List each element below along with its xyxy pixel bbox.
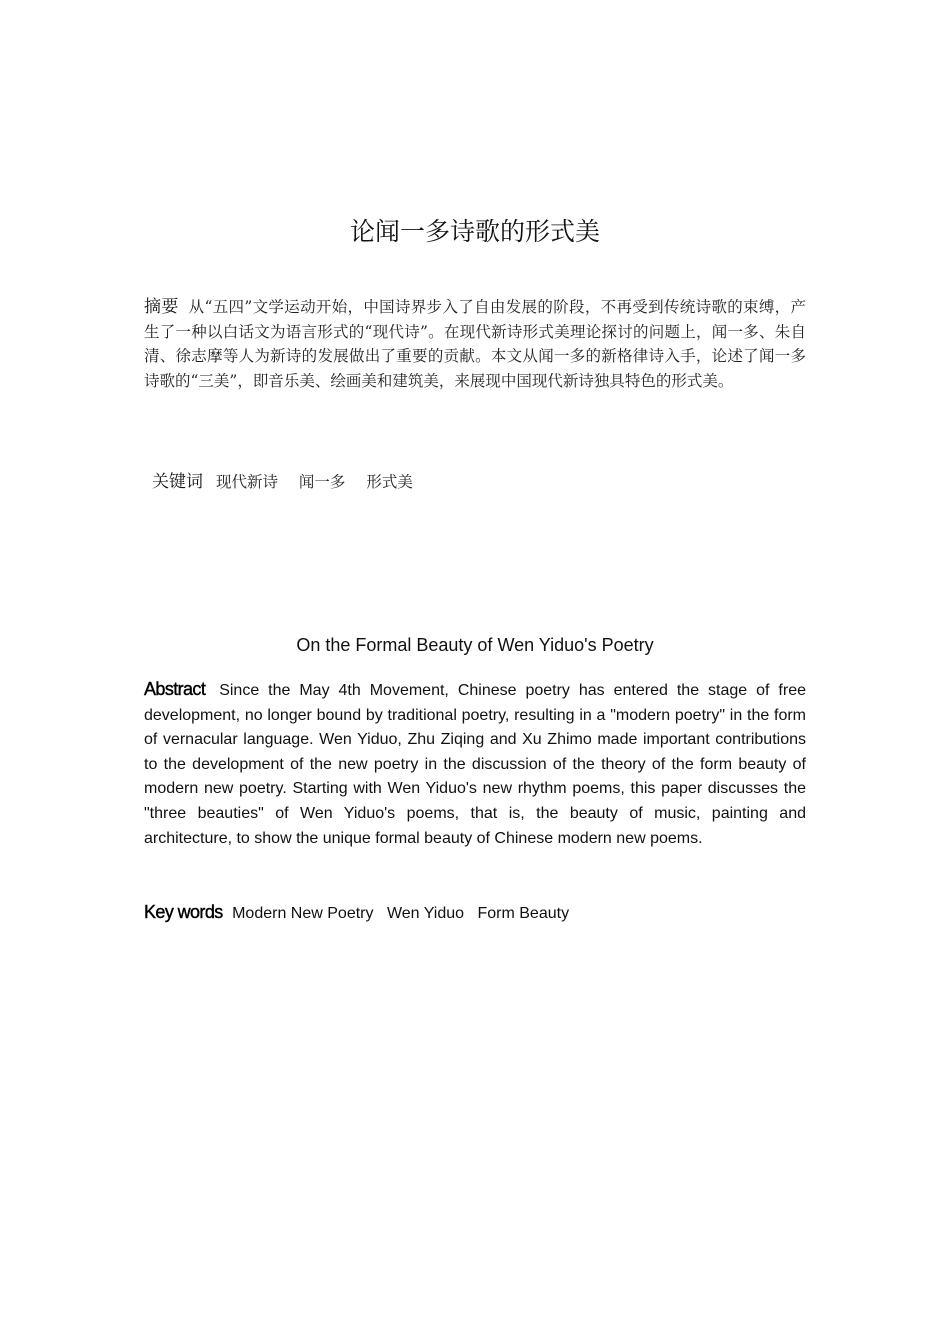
english-keyword: Form Beauty (477, 905, 570, 922)
chinese-abstract-text: 从“五四”文学运动开始，中国诗界步入了自由发展的阶段，不再受到传统诗歌的束缚，产生了一种以白话文为语言形式的“现代诗”。在现代新诗形式美理论探讨的问题上，闻一多、朱自清、徐志摩等人为新诗的发展做出了重要的贡献。本文从闻一多的新格律诗入手，论述了闻一多诗歌的“三美”，即音乐美、绘画美和建筑美，来展现中国现代新诗独具特色的形式美。 (144, 298, 807, 390)
chinese-keyword: 形式美 (366, 473, 413, 491)
english-abstract (144, 677, 806, 851)
chinese-keyword: 现代新诗 (215, 473, 278, 491)
english-abstract-label: Abstract (144, 679, 206, 699)
chinese-keyword: 闻一多 (298, 473, 346, 491)
chinese-abstract-label: 摘要 (144, 297, 179, 317)
chinese-title: 论闻一多诗歌的形式美 (349, 217, 600, 246)
chinese-keywords-label: 关键词 (152, 472, 203, 492)
english-keyword: Modern New Poetry (232, 905, 374, 922)
english-keywords-label: Key words (144, 902, 223, 922)
english-keywords (144, 899, 578, 927)
chinese-abstract (144, 295, 806, 393)
english-abstract-text: Since the May 4th Movement, Chinese poetry has entered the stage of free development, no longer bound by traditional poetry, resulting in a "modern poetry" in the form of vernacular language. Wen Yiduo, Zhu Ziqing and Xu Zhimo made important contributions to the development of the new poetry in the discussion of the theory of the form beauty of modern new poetry. Starting with Wen Yiduo's new rhythm poems, this paper discusses the "three beauties" of Wen Yiduo's poems, that is, the beauty of music, painting and architecture, to show the unique formal beauty of Chinese modern new poems. (144, 682, 806, 847)
chinese-keywords (152, 469, 429, 495)
english-title: On the Formal Beauty of Wen Yiduo's Poetry (296, 635, 654, 655)
english-keyword: Wen Yiduo (386, 905, 465, 922)
